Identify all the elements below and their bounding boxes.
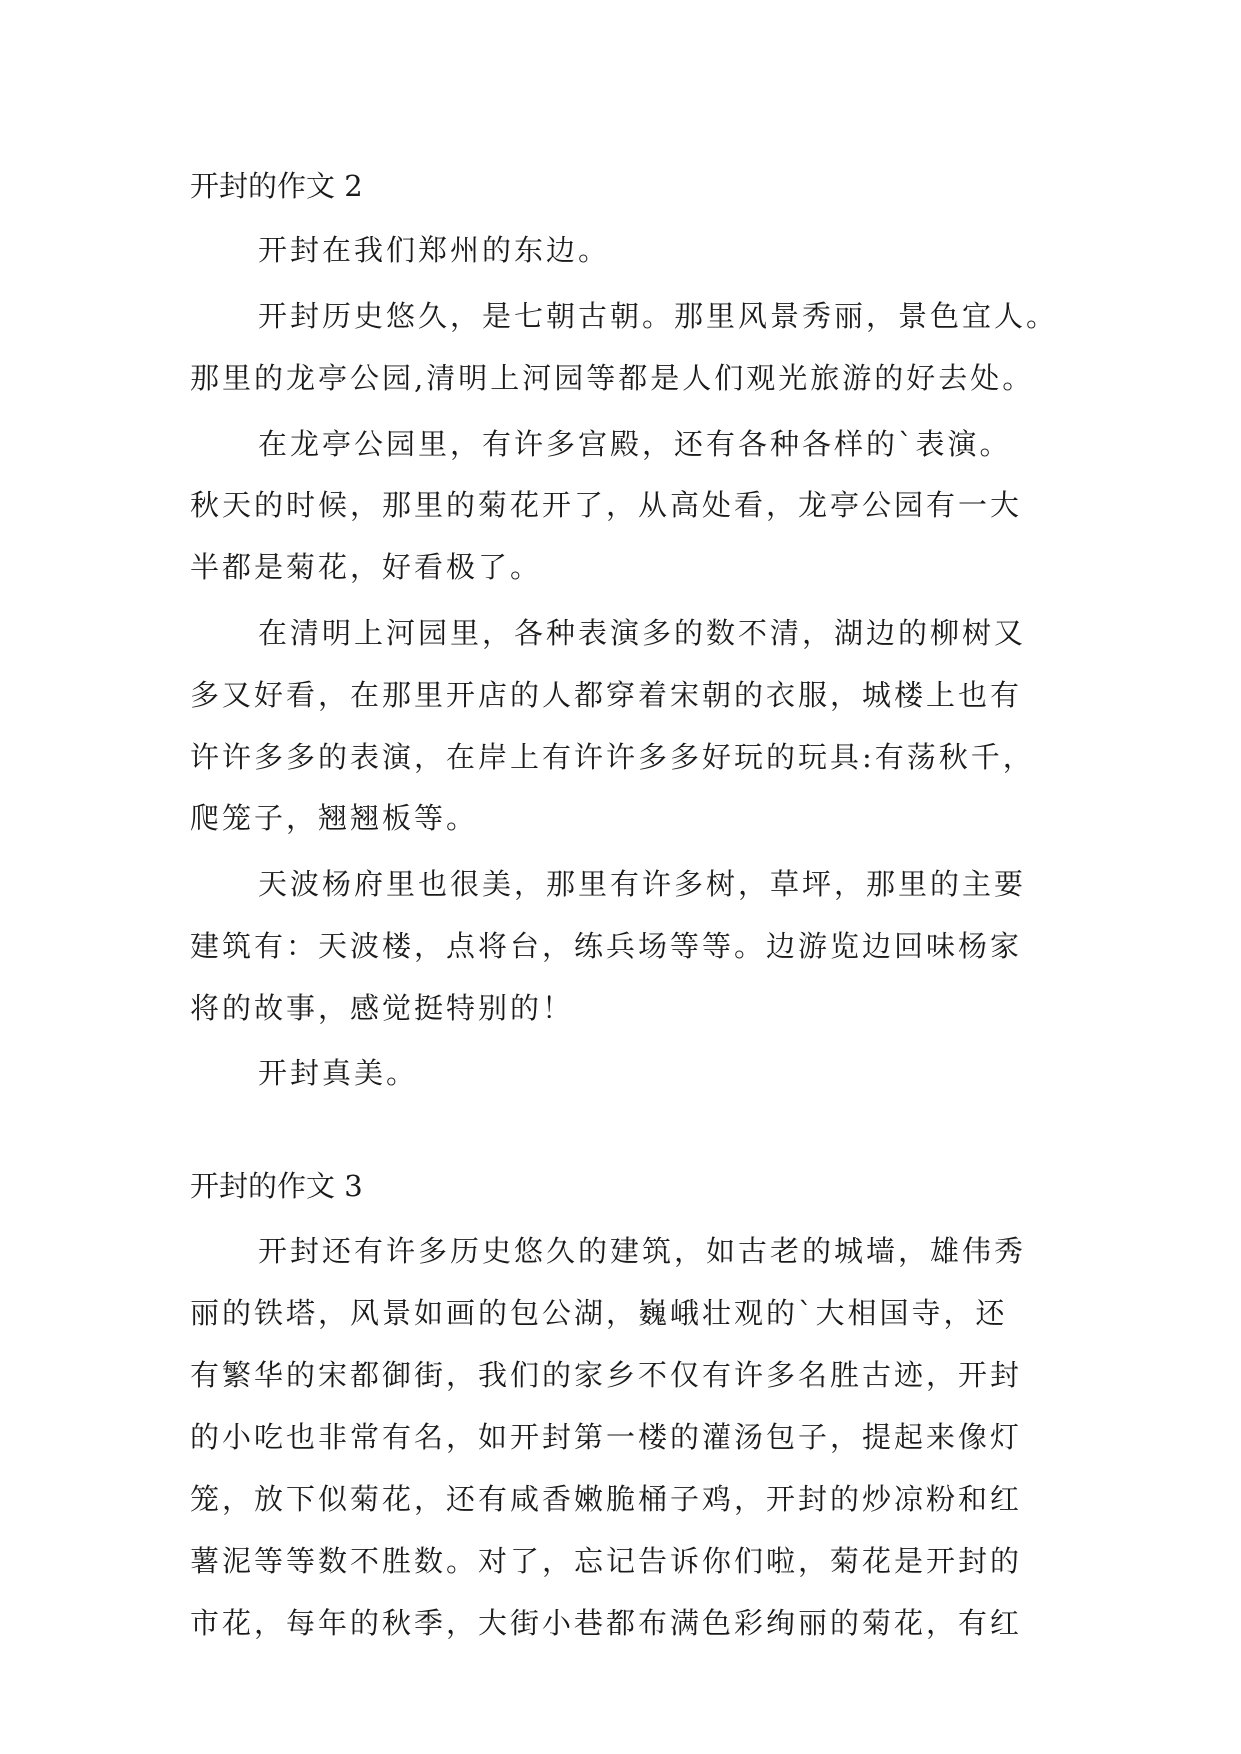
paragraph-line: 有繁华的宋都御街，我们的家乡不仅有许多名胜古迹，开封 bbox=[190, 1358, 1023, 1392]
paragraph-line: 半都是菊花，好看极了。 bbox=[190, 550, 543, 584]
paragraph-line: 丽的铁塔，风景如画的包公湖，巍峨壮观的`大相国寺，还 bbox=[190, 1296, 1008, 1330]
paragraph-line: 多又好看，在那里开店的人都穿着宋朝的衣服，城楼上也有 bbox=[190, 678, 1023, 712]
paragraph-line: 许许多多的表演，在岸上有许许多多好玩的玩具:有荡秋千， bbox=[190, 740, 1035, 774]
paragraph-line: 市花，每年的秋季，大街小巷都布满色彩绚丽的菊花，有红 bbox=[190, 1606, 1023, 1640]
paragraph-line: 在清明上河园里，各种表演多的数不清，湖边的柳树又 bbox=[258, 616, 1027, 650]
paragraph-line: 那里的龙亭公园,清明上河园等都是人们观光旅游的好去处。 bbox=[190, 361, 1035, 395]
paragraph-line: 天波杨府里也很美，那里有许多树，草坪，那里的主要 bbox=[258, 867, 1027, 901]
paragraph-line: 薯泥等等数不胜数。对了，忘记告诉你们啦，菊花是开封的 bbox=[190, 1544, 1023, 1578]
paragraph-line: 爬笼子，翘翘板等。 bbox=[190, 801, 479, 835]
paragraph-line: 秋天的时候，那里的菊花开了，从高处看，龙亭公园有一大 bbox=[190, 488, 1023, 522]
paragraph-line: 的小吃也非常有名，如开封第一楼的灌汤包子，提起来像灯 bbox=[190, 1420, 1023, 1454]
paragraph-line: 将的故事，感觉挺特别的！ bbox=[190, 991, 575, 1025]
paragraph-line: 开封真美。 bbox=[258, 1056, 419, 1090]
section-title: 开封的作文 2 bbox=[190, 169, 363, 203]
section-title: 开封的作文 3 bbox=[190, 1169, 363, 1203]
paragraph-line: 开封历史悠久，是七朝古朝。那里风景秀丽，景色宜人。 bbox=[258, 299, 1059, 333]
paragraph-line: 开封还有许多历史悠久的建筑，如古老的城墙，雄伟秀 bbox=[258, 1234, 1027, 1268]
paragraph-line: 在龙亭公园里，有许多宫殿，还有各种各样的`表演。 bbox=[258, 427, 1012, 461]
paragraph-line: 建筑有：天波楼，点将台，练兵场等等。边游览边回味杨家 bbox=[190, 929, 1023, 963]
paragraph-line: 开封在我们郑州的东边。 bbox=[258, 233, 611, 267]
paragraph-line: 笼，放下似菊花，还有咸香嫩脆桶子鸡，开封的炒凉粉和红 bbox=[190, 1482, 1023, 1516]
